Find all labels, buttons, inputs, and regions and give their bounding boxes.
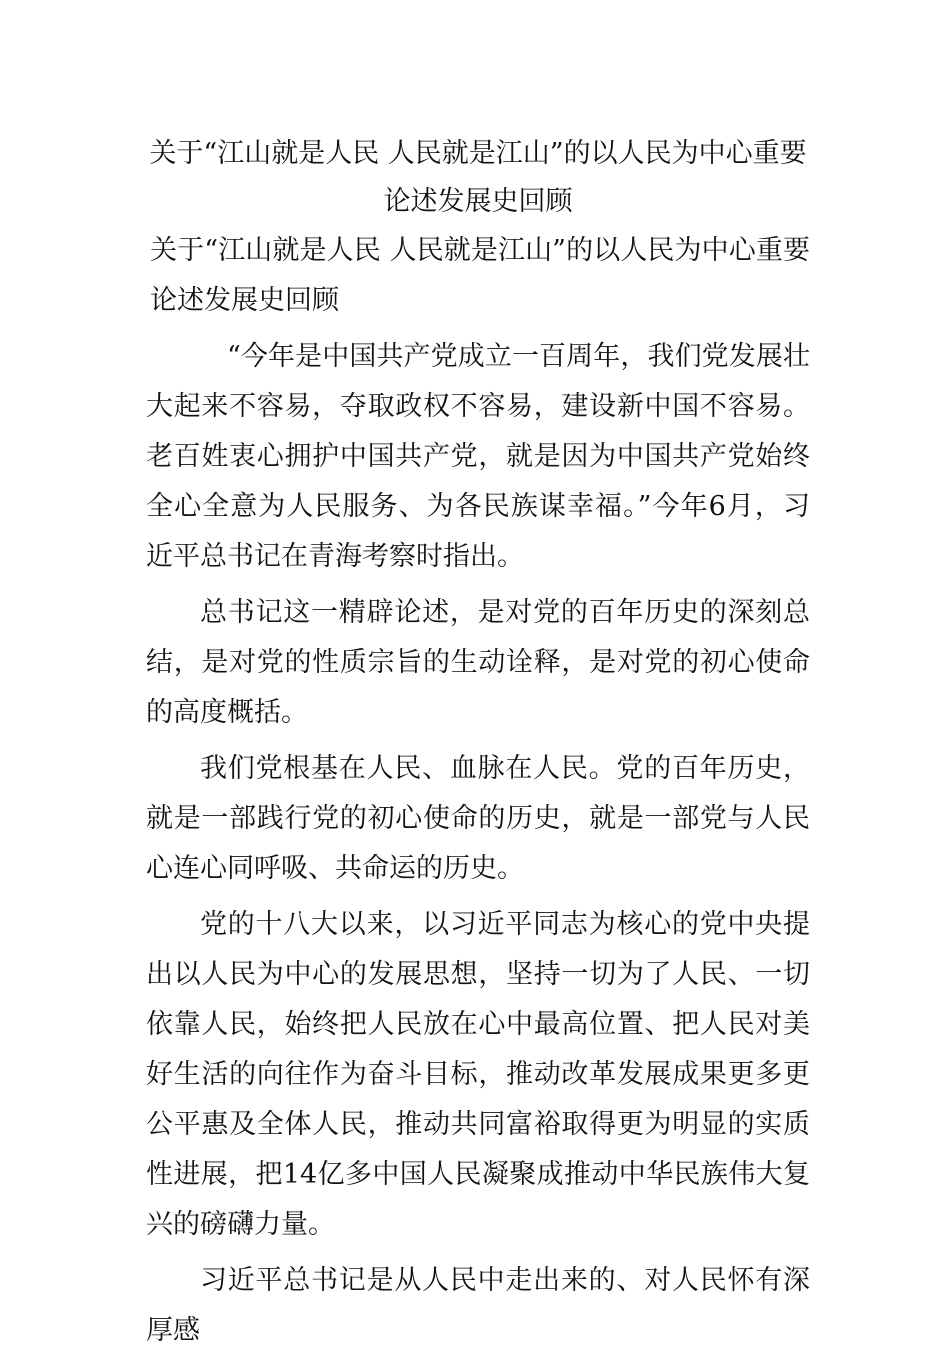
paragraph: 我们党根基在人民、血脉在人民。党的百年历史，就是一部践行党的初心使命的历史，就是一部党与人民心连心同呼吸、共命运的历史。	[146, 753, 810, 884]
document-subtitle: 关于“江山就是人民 人民就是江山”的以人民为中心重要论述发展史回顾	[150, 235, 810, 316]
document-title: 关于“江山就是人民 人民就是江山”的以人民为中心重要论述发展史回顾	[149, 138, 807, 217]
paragraph: “今年是中国共产党成立一百周年，我们党发展壮大起来不容易，夺取政权不容易，建设新中国不容易。老百姓衷心拥护中国共产党，就是因为中国共产党始终全心全意为人民服务、为各民族谋幸福。”今年6月，习近平总书记在青海考察时指出。	[146, 341, 810, 572]
paragraph: 党的十八大以来，以习近平同志为核心的党中央提出以人民为中心的发展思想，坚持一切为了人民、一切依靠人民，始终把人民放在心中最高位置、把人民对美好生活的向往作为奋斗目标，推动改革发展成果更多更公平惠及全体人民，推动共同富裕取得更为明显的实质性进展，把14亿多中国人民凝聚成推动中华民族伟大复兴的磅礴力量。	[146, 909, 810, 1240]
document-body	[146, 130, 810, 1356]
paragraph: 总书记这一精辟论述，是对党的百年历史的深刻总结，是对党的性质宗旨的生动诠释，是对党的初心使命的高度概括。	[146, 597, 810, 728]
paragraph: 习近平总书记是从人民中走出来的、对人民怀有深厚感	[146, 1265, 810, 1346]
